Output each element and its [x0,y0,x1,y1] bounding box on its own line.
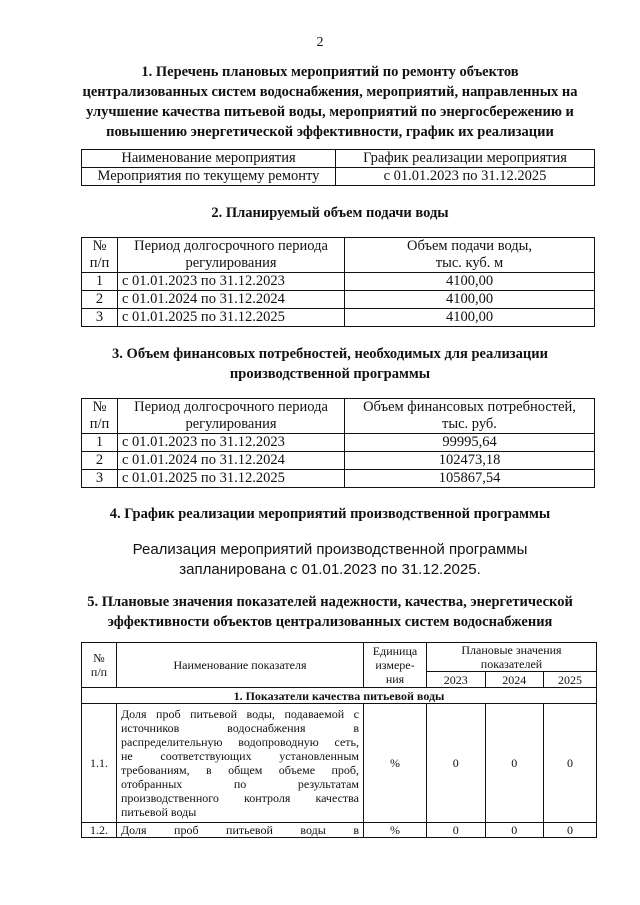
section4-text-line: запланирована с 01.01.2023 по 31.12.2025. [179,561,481,578]
section1-title-line: 1. Перечень плановых мероприятий по ремонту объектов [141,64,519,80]
row-period: с 01.01.2023 по 31.12.2023 [118,273,345,291]
section1-title [60,62,600,142]
indicator-name-line: источников водоснабжения в [121,721,359,735]
section3-title-line: производственной программы [229,366,431,382]
header-plan-line: Плановые значения [461,643,562,657]
row-volume: 4100,00 [345,291,595,309]
row-num: 1 [82,273,118,291]
header-num [82,238,118,273]
indicator-name-line: Доля проб питьевой воды, подаваемой с [121,707,359,721]
row-finance: 102473,18 [345,452,595,470]
section1-title-line: улучшение качества питьевой воды, мероприятий по энергосбережению и [86,104,574,120]
header-finance-line: тыс. руб. [442,416,497,432]
row-num: 2 [82,291,118,309]
header-schedule: График реализации мероприятия [336,150,595,168]
measure-schedule: с 01.01.2023 по 31.12.2025 [336,168,595,186]
row-value-2024: 0 [485,704,544,823]
section5-title-line: 5. Плановые значения показателей надежности, качества, энергетической [87,594,573,610]
header-num-line: п/п [90,665,108,679]
row-num: 1 [82,434,118,452]
row-finance: 105867,54 [345,470,595,488]
row-volume: 4100,00 [345,273,595,291]
row-unit: % [364,704,427,823]
table-row [82,470,595,488]
header-plan-values [427,643,597,672]
row-unit: % [364,823,427,838]
header-num-line: п/п [89,416,110,432]
row-num: 2 [82,452,118,470]
header-indicator-name: Наименование показателя [117,643,364,688]
row-value-2025: 0 [544,823,597,838]
indicator-name-line: не соответствующих установленным [121,749,359,763]
row-value-2023: 0 [427,704,486,823]
row-num: 3 [82,309,118,327]
section1-title-line: повышению энергетической эффективности, график их реализации [106,124,554,140]
header-period-line: регулирования [185,416,277,432]
table-row [82,434,595,452]
section1-title-line: централизованных систем водоснабжения, мероприятий, направленных на [82,84,578,100]
header-period [118,399,345,434]
table-row [82,704,597,823]
section4-text-line: Реализация мероприятий производственной программы [132,541,528,558]
header-plan-line: показателей [480,657,543,671]
row-period: с 01.01.2025 по 31.12.2025 [118,470,345,488]
header-volume-line: Объем подачи воды, [406,238,533,254]
row-period: с 01.01.2024 по 31.12.2024 [118,291,345,309]
row-period: с 01.01.2025 по 31.12.2025 [118,309,345,327]
group-title: 1. Показатели качества питьевой воды [82,688,597,704]
header-measure-name: Наименование мероприятия [82,150,336,168]
row-finance: 99995,64 [345,434,595,452]
row-num: 3 [82,470,118,488]
indicator-name-line: требованиям, в общем объеме проб, [121,763,359,777]
measure-name: Мероприятия по текущему ремонту [82,168,336,186]
header-unit-line: Единица [372,644,418,658]
row-value-2025: 0 [544,704,597,823]
row-value-2024: 0 [485,823,544,838]
header-period-line: Период долгосрочного периода [134,238,328,254]
header-num-line: № [92,238,107,254]
row-value-2023: 0 [427,823,486,838]
table-row [82,452,595,470]
header-period-line: регулирования [185,255,277,271]
section4-title: 4. График реализации мероприятий производственной программы [109,506,551,522]
indicator-name-line: распределительную водопроводную сеть, [121,735,359,749]
header-year-2025: 2025 [544,672,597,688]
section3-title [60,344,600,384]
header-finance-line: Объем финансовых потребностей, [363,399,576,415]
header-volume-line: тыс. куб. м [435,255,504,271]
indicator-name-line: питьевой воды [121,805,197,819]
header-period [118,238,345,273]
row-num: 1.2. [82,823,117,838]
row-period: с 01.01.2024 по 31.12.2024 [118,452,345,470]
page-number: 2 [316,35,324,50]
section5-title-line: эффективности объектов централизованных систем водоснабжения [107,614,553,630]
header-volume [345,238,595,273]
table-row [82,291,595,309]
indicator-name [117,704,364,823]
table-row [82,273,595,291]
header-unit-line: ния [385,672,405,686]
header-year-2023: 2023 [427,672,486,688]
plan-measures-table [81,149,595,186]
indicator-name-line: производственного контроля качества [121,791,359,805]
row-period: с 01.01.2023 по 31.12.2023 [118,434,345,452]
row-num: 1.1. [82,704,117,823]
header-finance [345,399,595,434]
header-unit-line: измере- [375,658,415,672]
header-num-line: п/п [89,255,110,271]
header-year-2024: 2024 [485,672,544,688]
section2-title: 2. Планируемый объем подачи воды [211,205,449,221]
section4-text [60,540,600,580]
header-num-line: № [92,399,107,415]
indicator-name: Доля проб питьевой воды в [117,823,364,838]
header-period-line: Период долгосрочного периода [134,399,328,415]
header-num [82,399,118,434]
water-supply-table [81,237,595,327]
header-num-line: № [93,651,105,665]
table-row [82,823,597,838]
indicator-name-line: отобранных по результатам [121,777,359,791]
section5-title [60,592,600,632]
header-num [82,643,117,688]
section3-title-line: 3. Объем финансовых потребностей, необходимых для реализации [112,346,548,362]
financial-needs-table [81,398,595,488]
header-unit [364,643,427,688]
row-volume: 4100,00 [345,309,595,327]
indicators-table [81,642,597,838]
table-row [82,309,595,327]
